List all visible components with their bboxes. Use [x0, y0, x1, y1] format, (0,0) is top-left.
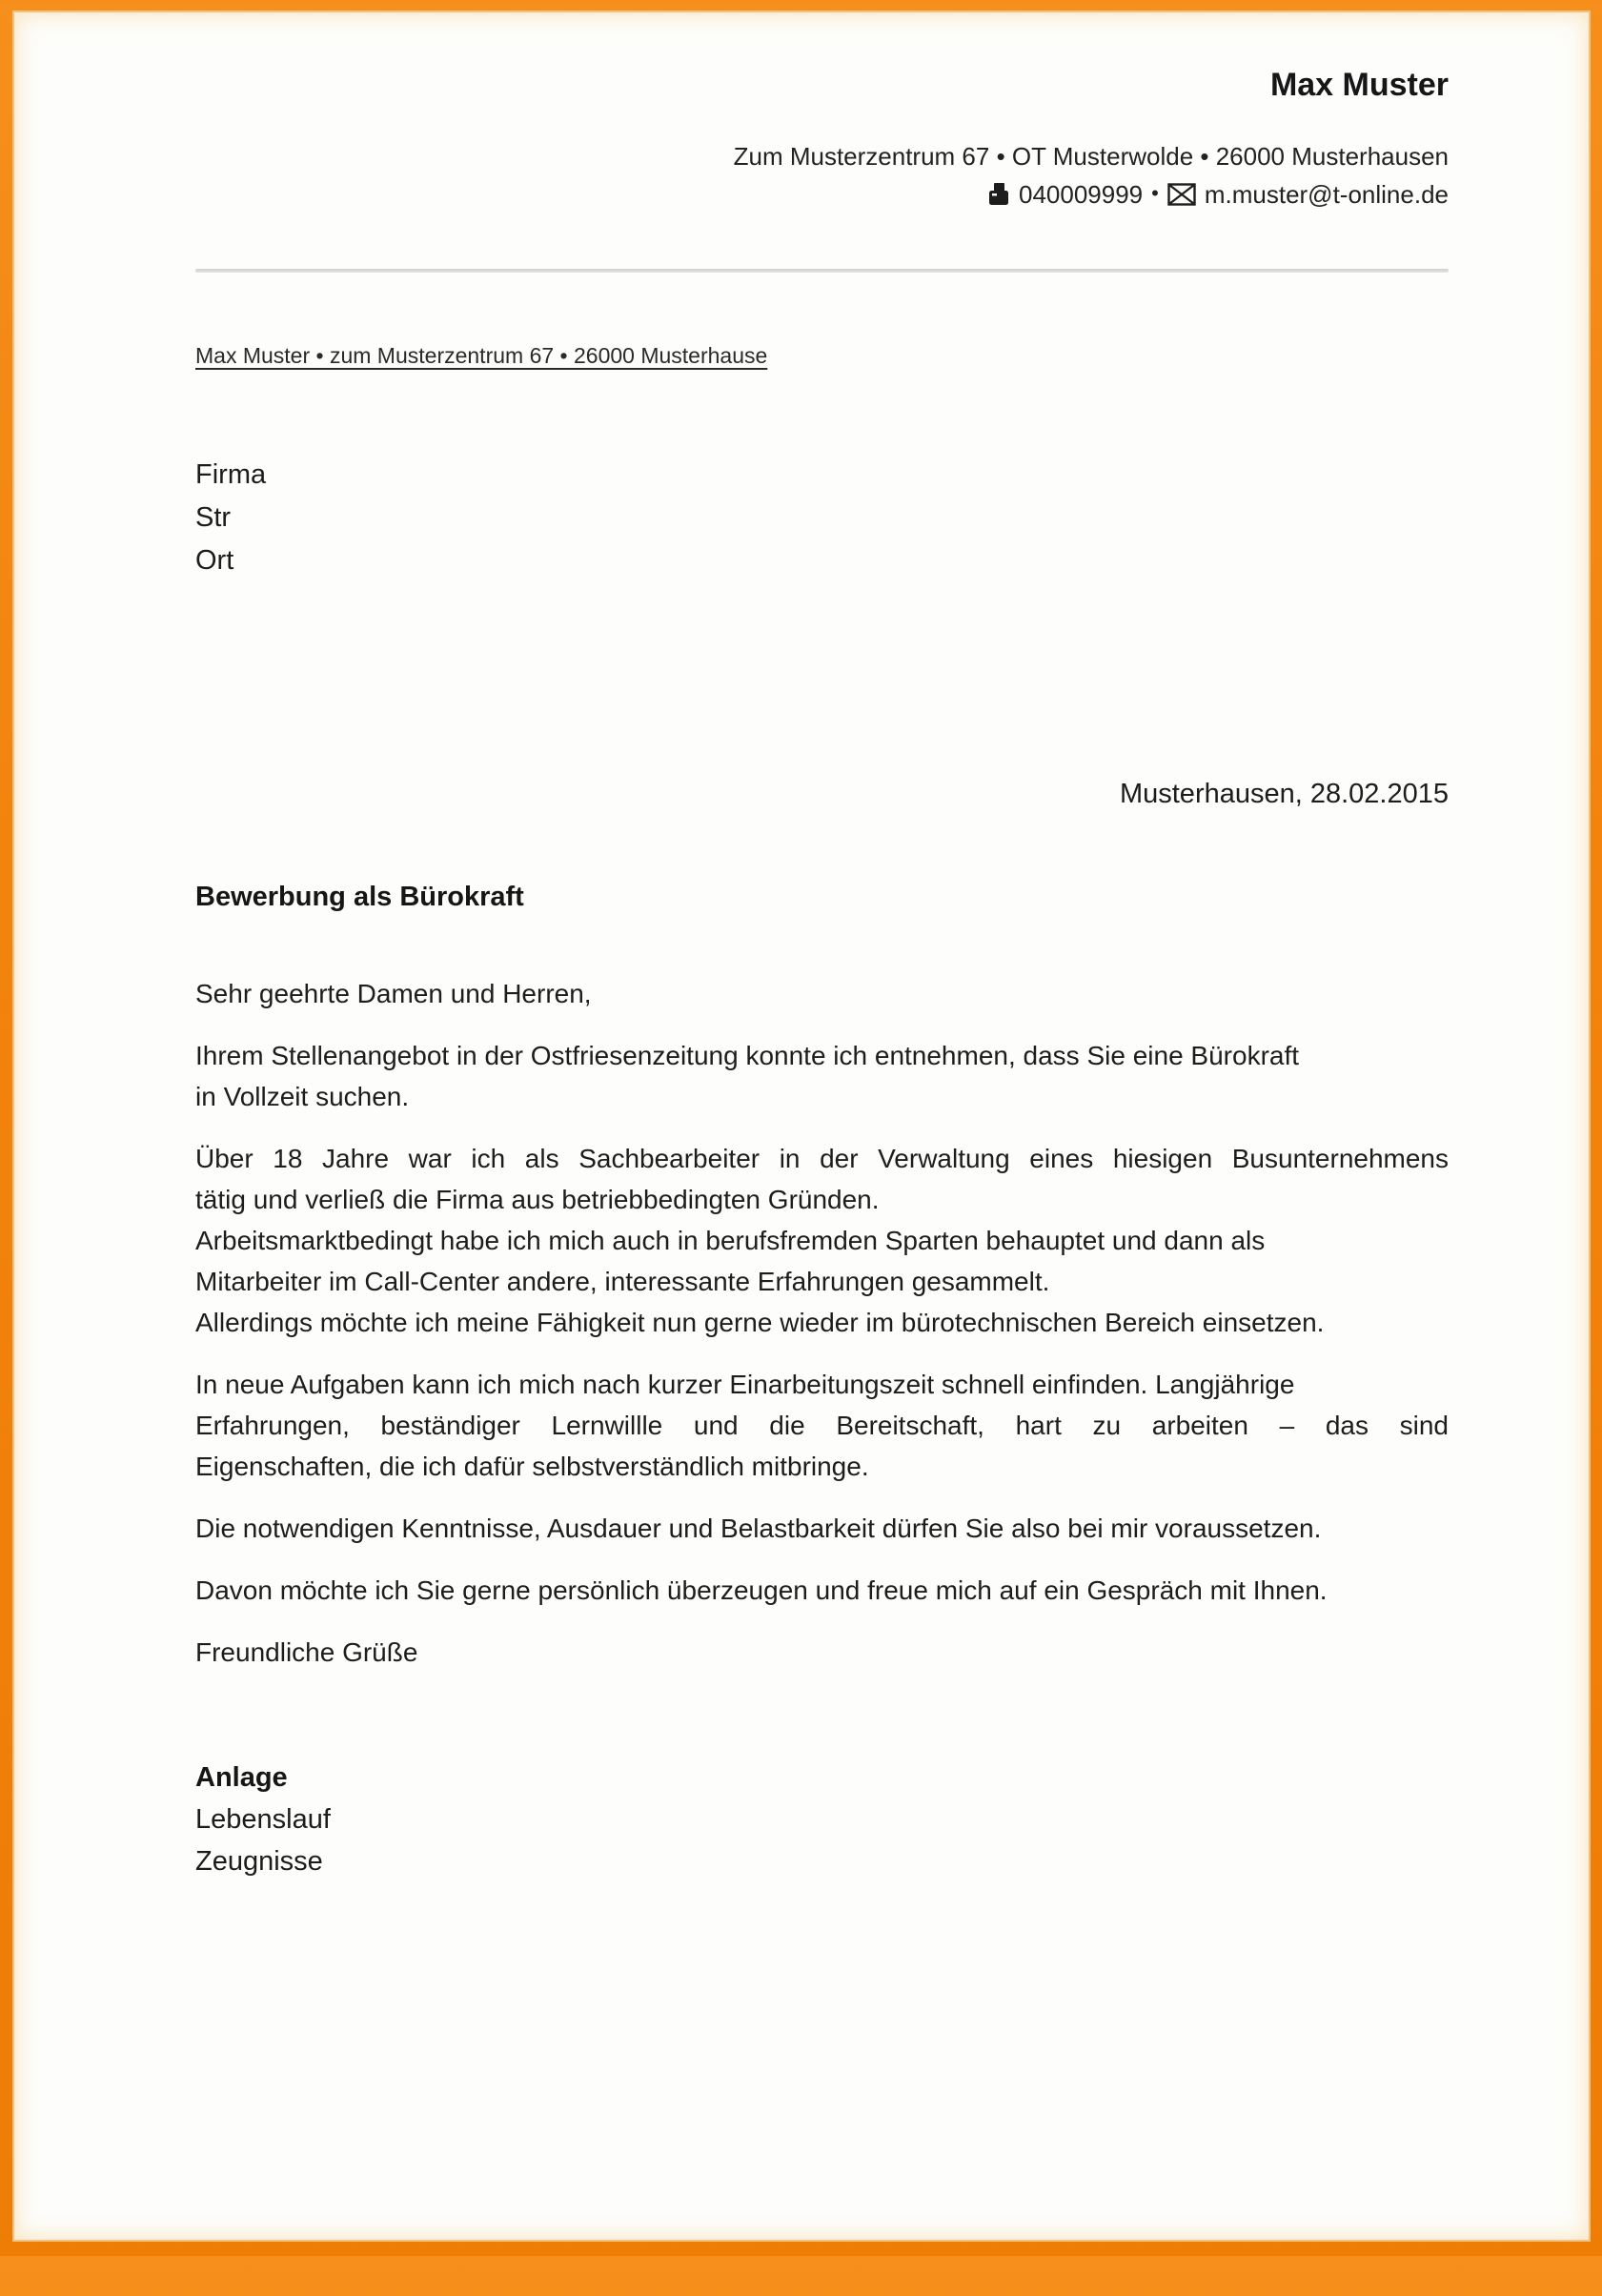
sender-phone: 040009999 [1019, 180, 1144, 209]
sender-address-line: Zum Musterzentrum 67 • OT Musterwolde • 26000 Musterhausen [733, 142, 1449, 171]
enclosure-title: Anlage [195, 1762, 288, 1793]
closing-line: Freundliche Grüße [195, 1637, 418, 1667]
paragraph-4 [195, 1508, 1449, 1549]
letter-content [12, 65, 1591, 2296]
contact-separator: • [1151, 181, 1159, 205]
enclosure-item: Lebenslauf [195, 1804, 331, 1835]
body-line: Arbeitsmarktbedingt habe ich mich auch in berufsfremden Sparten behauptet und dann als [195, 1226, 1266, 1255]
body-line: In neue Aufgaben kann ich mich nach kurzer Einarbeitungszeit schnell einfinden. Langjährige [195, 1370, 1295, 1399]
body-line: tätig und verließ die Firma aus betriebbedingten Gründen. [195, 1185, 880, 1214]
body-line: Mitarbeiter im Call-Center andere, interessante Erfahrungen gesammelt. [195, 1267, 1050, 1296]
enclosure-block [195, 1757, 1449, 1882]
recipient-company: Firma [195, 459, 267, 490]
paragraph-5 [195, 1570, 1449, 1611]
header-divider [195, 269, 1449, 273]
body-line: Ihrem Stellenangebot in der Ostfriesenzeitung konnte ich entnehmen, dass Sie eine Bürokraft [195, 1041, 1300, 1070]
paragraph-1 [195, 1035, 1449, 1117]
enclosure-item: Zeugnisse [195, 1846, 323, 1877]
letter-sheet [12, 10, 1591, 2242]
body-line: Allerdings möchte ich meine Fähigkeit nun gerne wieder im bürotechnischen Bereich einsetzen. [195, 1308, 1325, 1337]
fax-icon [987, 182, 1010, 208]
sender-header [195, 65, 1449, 212]
recipient-street: Str [195, 502, 232, 533]
sender-window-line: Max Muster • zum Musterzentrum 67 • 26000 Musterhause [195, 343, 768, 368]
date-line: Musterhausen, 28.02.2015 [1119, 779, 1449, 809]
recipient-city: Ort [195, 545, 234, 576]
body-line: Über 18 Jahre war ich als Sachbearbeiter in der Verwaltung eines hiesigen Busunternehmens [195, 1144, 1449, 1173]
body-line: Erfahrungen, beständiger Lernwillle und die Bereitschaft, hart zu arbeiten – das sind [195, 1411, 1449, 1440]
subject-line: Bewerbung als Bürokraft [195, 882, 524, 912]
envelope-icon [1167, 183, 1196, 206]
sender-contact-line [195, 177, 1449, 212]
letter-body [195, 973, 1449, 1673]
sender-email: m.muster@t-online.de [1204, 180, 1449, 209]
body-line: Die notwendigen Kenntnisse, Ausdauer und Belastbarkeit dürfen Sie also bei mir voraussetzen. [195, 1514, 1322, 1543]
salutation: Sehr geehrte Damen und Herren, [195, 979, 592, 1008]
recipient-block [195, 454, 1449, 582]
body-line: Eigenschaften, die ich dafür selbstverständlich mitbringe. [195, 1452, 869, 1481]
paragraph-3 [195, 1364, 1449, 1487]
body-line: Davon möchte ich Sie gerne persönlich überzeugen und freue mich auf ein Gespräch mit Ihnen. [195, 1575, 1328, 1605]
body-line: in Vollzeit suchen. [195, 1082, 410, 1111]
sender-name: Max Muster [1269, 67, 1449, 103]
paragraph-2 [195, 1138, 1449, 1343]
